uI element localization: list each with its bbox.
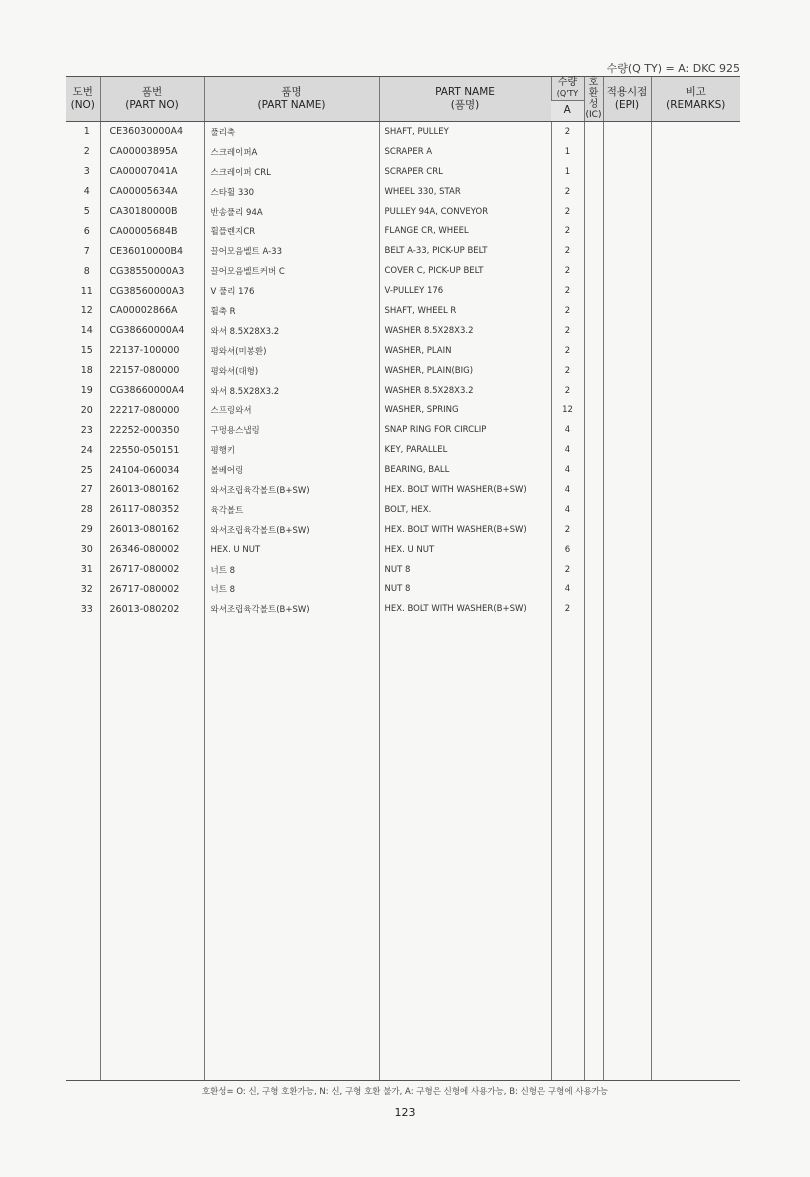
table-row [66, 142, 740, 162]
cell-part-name-ko: 구멍용스냅링 [204, 420, 379, 440]
table-row [66, 221, 740, 241]
cell-qty: 2 [551, 202, 584, 222]
cell-part-name-en: HEX. BOLT WITH WASHER(B+SW) [379, 480, 551, 500]
cell-part-name-ko: 스크레이퍼 CRL [204, 162, 379, 182]
cell-part-name-en: FLANGE CR, WHEEL [379, 221, 551, 241]
cell-epi [603, 500, 651, 520]
cell-ic [584, 381, 603, 401]
cell-remarks [651, 261, 740, 281]
cell-part-no: 26013-080162 [100, 520, 204, 540]
cell-qty: 2 [551, 341, 584, 361]
table-row [66, 241, 740, 261]
cell-part-no: 26346-080002 [100, 540, 204, 560]
cell-part-no: CE36010000B4 [100, 241, 204, 261]
header-qty-en: (Q'TY [556, 89, 579, 99]
cell-remarks [651, 162, 740, 182]
cell-qty: 2 [551, 520, 584, 540]
cell-part-name-en: PULLEY 94A, CONVEYOR [379, 202, 551, 222]
header-epi-en: (EPI) [614, 99, 640, 111]
cell-no: 5 [83, 206, 90, 217]
empty-cell [584, 619, 603, 1080]
cell-part-name-en: NUT 8 [379, 560, 551, 580]
table-row [66, 281, 740, 301]
cell-qty: 4 [551, 420, 584, 440]
table-row [66, 122, 740, 142]
cell-part-no: CG38660000A4 [100, 381, 204, 401]
cell-qty: 4 [551, 440, 584, 460]
cell-ic [584, 122, 603, 142]
cell-no: 14 [80, 325, 93, 337]
cell-no: 19 [80, 385, 93, 397]
cell-ic [584, 599, 603, 619]
cell-qty: 4 [551, 579, 584, 599]
cell-part-name-en: SHAFT, PULLEY [379, 122, 551, 142]
cell-part-name-ko: 와셔 8.5X28X3.2 [204, 381, 379, 401]
cell-part-name-ko: 볼베어링 [204, 460, 379, 480]
cell-remarks [651, 480, 740, 500]
cell-no: 27 [80, 484, 93, 496]
cell-epi [603, 420, 651, 440]
cell-part-no: CG38560000A3 [100, 281, 204, 301]
cell-part-name-ko: 와셔조립육각볼트(B+SW) [204, 599, 379, 619]
cell-epi [603, 361, 651, 381]
table-row [66, 480, 740, 500]
cell-qty: 6 [551, 540, 584, 560]
cell-part-no: CA30180000B [100, 202, 204, 222]
cell-part-no: CA00005634A [100, 182, 204, 202]
table-row [66, 400, 740, 420]
empty-cell [66, 619, 100, 1080]
cell-part-name-ko: 스크레이퍼A [204, 142, 379, 162]
cell-part-name-en: HEX. BOLT WITH WASHER(B+SW) [379, 520, 551, 540]
cell-no: 6 [83, 225, 90, 237]
table-row [66, 341, 740, 361]
cell-epi [603, 460, 651, 480]
header-qty-a: A [551, 100, 584, 121]
cell-no: 32 [80, 583, 93, 595]
cell-part-name-ko: 평와셔(대형) [204, 361, 379, 381]
page-number: 123 [394, 1106, 416, 1119]
cell-part-name-ko: 휠축 R [204, 301, 379, 321]
cell-no: 30 [80, 544, 93, 556]
cell-ic [584, 162, 603, 182]
cell-remarks [651, 321, 740, 341]
cell-remarks [651, 500, 740, 520]
cell-qty: 4 [551, 480, 584, 500]
cell-ic [584, 400, 603, 420]
compatibility-legend: 호환성= O: 신, 구형 호환가능, N: 신, 구형 호환 불가, A: 구형은 신형에 사용가능, B: 신형은 구형에 사용가능 [201, 1087, 609, 1097]
cell-no: 31 [80, 564, 93, 576]
cell-ic [584, 560, 603, 580]
cell-no: 20 [80, 404, 93, 416]
header-part-name-ko-title: 품명 [281, 86, 302, 98]
header-epi-ko: 적용시점 [606, 86, 648, 98]
table-row [66, 202, 740, 222]
cell-no: 3 [83, 166, 90, 178]
cell-remarks [651, 281, 740, 301]
cell-no: 7 [83, 245, 90, 257]
header-part-name-en-title: PART NAME [435, 86, 495, 98]
table-row [66, 182, 740, 202]
cell-part-no: CG38550000A3 [100, 261, 204, 281]
cell-no: 18 [80, 365, 93, 377]
cell-epi [603, 560, 651, 580]
cell-part-name-ko: 끌어모음벨트 A-33 [204, 241, 379, 261]
cell-part-no: CA00005684B [100, 221, 204, 241]
header-ic-3: 성 [588, 99, 599, 110]
cell-part-name-en: NUT 8 [379, 579, 551, 599]
cell-part-name-en: HEX. BOLT WITH WASHER(B+SW) [379, 599, 551, 619]
table-row [66, 261, 740, 281]
header-no-ko: 도번 [72, 86, 93, 98]
cell-part-name-en: COVER C, PICK-UP BELT [379, 261, 551, 281]
header-no [66, 77, 100, 122]
table-row [66, 420, 740, 440]
cell-ic [584, 579, 603, 599]
table-row [66, 520, 740, 540]
cell-epi [603, 520, 651, 540]
cell-part-no: 22252-000350 [100, 420, 204, 440]
cell-remarks [651, 540, 740, 560]
parts-table-body [66, 122, 740, 1081]
cell-qty: 2 [551, 321, 584, 341]
cell-ic [584, 520, 603, 540]
cell-epi [603, 202, 651, 222]
cell-remarks [651, 182, 740, 202]
cell-no: 24 [80, 444, 93, 456]
cell-remarks [651, 221, 740, 241]
table-row [66, 162, 740, 182]
cell-remarks [651, 520, 740, 540]
cell-part-name-en: BELT A-33, PICK-UP BELT [379, 241, 551, 261]
cell-qty: 2 [551, 182, 584, 202]
cell-epi [603, 400, 651, 420]
cell-epi [603, 182, 651, 202]
empty-cell [551, 619, 584, 1080]
quantity-model-note: 수량(Q TY) = A: DKC 925 [606, 62, 740, 75]
cell-remarks [651, 400, 740, 420]
header-ic [584, 77, 603, 122]
cell-part-name-ko: 와셔 8.5X28X3.2 [204, 321, 379, 341]
header-part-name-en-sub: (품명) [450, 99, 480, 111]
header-ic-1: 호 [588, 77, 599, 88]
cell-epi [603, 440, 651, 460]
cell-ic [584, 142, 603, 162]
table-row [66, 361, 740, 381]
table-empty-space [66, 619, 740, 1080]
header-remarks-ko: 비고 [685, 86, 706, 98]
cell-no: 29 [80, 524, 93, 536]
header-qty-ko: 수량 [557, 77, 578, 89]
table-row [66, 579, 740, 599]
cell-ic [584, 301, 603, 321]
header-part-no [100, 77, 204, 122]
cell-part-name-ko: 너트 8 [204, 560, 379, 580]
cell-part-name-ko: 평행키 [204, 440, 379, 460]
cell-epi [603, 162, 651, 182]
cell-remarks [651, 361, 740, 381]
cell-part-name-en: SCRAPER CRL [379, 162, 551, 182]
cell-part-name-ko: 스프링와셔 [204, 400, 379, 420]
cell-part-name-ko: 너트 8 [204, 579, 379, 599]
cell-no: 1 [83, 126, 90, 138]
empty-cell [100, 619, 204, 1080]
cell-qty: 2 [551, 301, 584, 321]
header-epi [603, 77, 651, 122]
cell-qty: 2 [551, 381, 584, 401]
header-ic-en: (IC) [585, 110, 602, 120]
cell-part-name-en: WHEEL 330, STAR [379, 182, 551, 202]
cell-no: 2 [83, 146, 90, 158]
cell-ic [584, 182, 603, 202]
cell-part-name-ko: 와셔조립육각볼트(B+SW) [204, 520, 379, 540]
cell-part-name-en: SCRAPER A [379, 142, 551, 162]
cell-remarks [651, 460, 740, 480]
cell-no: 33 [80, 603, 93, 615]
cell-part-no: CG38660000A4 [100, 321, 204, 341]
header-part-name-en [379, 77, 551, 122]
cell-part-name-ko: 평와셔(미봉환) [204, 341, 379, 361]
cell-remarks [651, 599, 740, 619]
cell-part-name-ko: 스타휠 330 [204, 182, 379, 202]
cell-remarks [651, 560, 740, 580]
cell-part-name-en: WASHER 8.5X28X3.2 [379, 321, 551, 341]
cell-part-no: 22157-080000 [100, 361, 204, 381]
cell-part-name-en: BOLT, HEX. [379, 500, 551, 520]
cell-ic [584, 361, 603, 381]
cell-part-no: 26717-080002 [100, 560, 204, 580]
cell-remarks [651, 301, 740, 321]
cell-ic [584, 341, 603, 361]
table-row [66, 440, 740, 460]
cell-part-no: 26117-080352 [100, 500, 204, 520]
cell-part-no: CA00007041A [100, 162, 204, 182]
cell-ic [584, 221, 603, 241]
cell-remarks [651, 122, 740, 142]
header-part-no-en: (PART NO) [125, 99, 179, 111]
cell-part-name-en: SNAP RING FOR CIRCLIP [379, 420, 551, 440]
empty-cell [379, 619, 551, 1080]
cell-ic [584, 440, 603, 460]
table-row [66, 599, 740, 619]
cell-part-name-en: WASHER 8.5X28X3.2 [379, 381, 551, 401]
cell-part-name-ko: HEX. U NUT [204, 540, 379, 560]
cell-part-name-ko: 육각볼트 [204, 500, 379, 520]
cell-no: 23 [80, 424, 93, 436]
cell-part-name-en: KEY, PARALLEL [379, 440, 551, 460]
cell-epi [603, 480, 651, 500]
cell-epi [603, 142, 651, 162]
cell-part-name-ko: 끌어모음벨트커버 C [204, 261, 379, 281]
cell-part-no: CE36030000A4 [100, 122, 204, 142]
cell-no: 11 [80, 285, 93, 297]
cell-epi [603, 599, 651, 619]
cell-part-no: 22550-050151 [100, 440, 204, 460]
cell-part-no: 22137-100000 [100, 341, 204, 361]
cell-remarks [651, 241, 740, 261]
table-row [66, 321, 740, 341]
cell-ic [584, 202, 603, 222]
cell-part-no: 26013-080202 [100, 599, 204, 619]
cell-epi [603, 122, 651, 142]
cell-epi [603, 241, 651, 261]
header-remarks-en: (REMARKS) [666, 99, 726, 111]
cell-epi [603, 221, 651, 241]
cell-no: 8 [83, 265, 90, 277]
table-row [66, 500, 740, 520]
header-remarks [651, 77, 740, 122]
cell-no: 25 [80, 464, 93, 476]
cell-no: 4 [83, 186, 90, 198]
parts-table [66, 76, 740, 1081]
cell-part-name-ko: 휠플렌지CR [204, 221, 379, 241]
cell-part-name-en: V-PULLEY 176 [379, 281, 551, 301]
header-part-no-ko: 품번 [141, 86, 163, 98]
cell-no: 12 [80, 305, 93, 317]
cell-part-name-ko: 풀리축 [204, 122, 379, 142]
cell-ic [584, 261, 603, 281]
cell-no: 28 [80, 504, 93, 516]
table-row [66, 381, 740, 401]
cell-qty: 1 [551, 142, 584, 162]
cell-part-name-ko: 와셔조립육각볼트(B+SW) [204, 480, 379, 500]
cell-ic [584, 460, 603, 480]
cell-qty: 2 [551, 560, 584, 580]
table-row [66, 460, 740, 480]
cell-part-no: 26013-080162 [100, 480, 204, 500]
cell-qty: 2 [551, 241, 584, 261]
cell-part-name-en: WASHER, PLAIN [379, 341, 551, 361]
cell-part-no: 22217-080000 [100, 400, 204, 420]
cell-ic [584, 281, 603, 301]
header-part-name-ko-sub: (PART NAME) [257, 99, 326, 111]
cell-qty: 2 [551, 221, 584, 241]
empty-cell [603, 619, 651, 1080]
cell-ic [584, 500, 603, 520]
cell-ic [584, 241, 603, 261]
cell-no: 15 [80, 345, 93, 357]
cell-epi [603, 301, 651, 321]
header-qty [551, 77, 584, 101]
cell-ic [584, 321, 603, 341]
header-ic-2: 환 [588, 88, 599, 99]
cell-remarks [651, 341, 740, 361]
cell-part-name-ko: 반송풀리 94A [204, 202, 379, 222]
cell-epi [603, 281, 651, 301]
cell-part-no: 24104-060034 [100, 460, 204, 480]
cell-epi [603, 579, 651, 599]
cell-part-no: CA00002866A [100, 301, 204, 321]
cell-part-no: 26717-080002 [100, 579, 204, 599]
cell-qty: 4 [551, 460, 584, 480]
cell-epi [603, 381, 651, 401]
cell-qty: 2 [551, 599, 584, 619]
cell-ic [584, 480, 603, 500]
cell-part-name-ko: V 풀리 176 [204, 281, 379, 301]
cell-part-name-en: WASHER, SPRING [379, 400, 551, 420]
cell-epi [603, 341, 651, 361]
cell-qty: 4 [551, 500, 584, 520]
cell-epi [603, 321, 651, 341]
cell-qty: 2 [551, 361, 584, 381]
cell-ic [584, 540, 603, 560]
empty-cell [651, 619, 740, 1080]
header-no-en: (NO) [70, 99, 95, 111]
cell-qty: 2 [551, 281, 584, 301]
cell-epi [603, 261, 651, 281]
cell-remarks [651, 420, 740, 440]
cell-part-name-en: WASHER, PLAIN(BIG) [379, 361, 551, 381]
cell-part-name-en: HEX. U NUT [379, 540, 551, 560]
cell-part-name-en: SHAFT, WHEEL R [379, 301, 551, 321]
cell-part-name-en: BEARING, BALL [379, 460, 551, 480]
empty-cell [204, 619, 379, 1080]
cell-qty: 1 [551, 162, 584, 182]
cell-remarks [651, 579, 740, 599]
cell-ic [584, 420, 603, 440]
cell-remarks [651, 142, 740, 162]
cell-remarks [651, 440, 740, 460]
header-part-name-ko [204, 77, 379, 122]
table-row [66, 560, 740, 580]
cell-epi [603, 540, 651, 560]
cell-remarks [651, 202, 740, 222]
cell-qty: 2 [551, 261, 584, 281]
cell-remarks [651, 381, 740, 401]
cell-qty: 12 [551, 400, 584, 420]
table-row [66, 301, 740, 321]
table-row [66, 540, 740, 560]
cell-part-no: CA00003895A [100, 142, 204, 162]
cell-qty: 2 [551, 122, 584, 142]
